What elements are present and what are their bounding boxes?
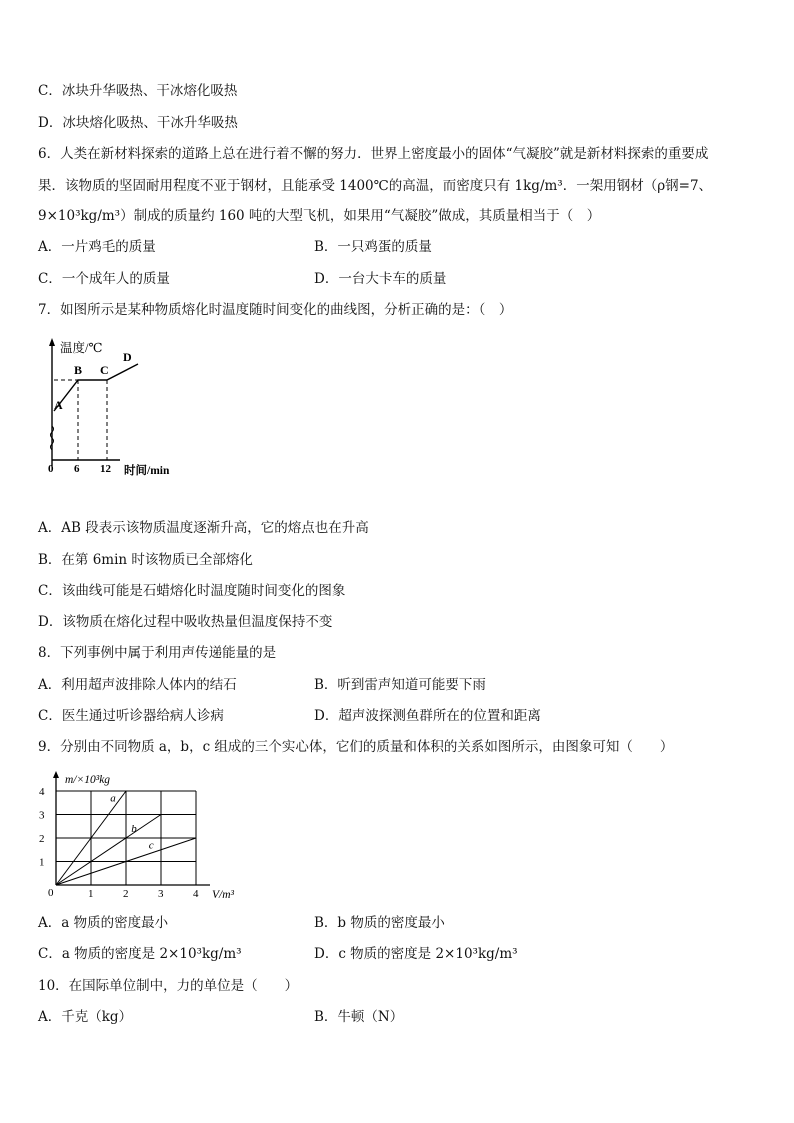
q8-option-c: C．医生通过听诊器给病人诊病 (38, 708, 224, 724)
q7-y-axis-arrow (49, 338, 55, 346)
q9-xtick-label: 1 (88, 888, 94, 900)
q7-option-a: A．AB 段表示该物质温度逐渐升高，它的熔点也在升高 (38, 520, 369, 536)
q9-series-label-b: b (131, 823, 137, 836)
q7-option-d: D．该物质在熔化过程中吸收热量但温度保持不变 (38, 614, 333, 630)
q6-stem-line3: 9×10³kg/m³）制成的质量约 160 吨的大型飞机，如果用“气凝胶”做成，其质量相当于（ ） (38, 208, 601, 224)
q9-ytick-label: 1 (39, 856, 45, 869)
q5-option-c: C．冰块升华吸热、干冰熔化吸热 (38, 83, 238, 99)
q7-melting-curve-figure (40, 336, 200, 476)
q9-xtick-label: 2 (123, 888, 129, 900)
q6-option-b: B．一只鸡蛋的质量 (314, 239, 432, 255)
q7-point-b: B (74, 363, 83, 377)
q7-origin-label: 0 (48, 463, 54, 475)
q9-ytick-label: 4 (39, 786, 45, 798)
q7-point-a: A (54, 398, 63, 412)
q7-x-label: 时间/min (124, 465, 170, 476)
q7-xtick-6: 6 (74, 463, 80, 475)
q9-option-a: A．a 物质的密度最小 (38, 915, 169, 931)
q9-y-label: m/×10³kg (65, 774, 111, 786)
q9-series-label-a: a (110, 792, 116, 805)
q9-y-axis-arrow (53, 771, 59, 778)
q7-point-d: D (123, 350, 132, 364)
q9-series-label-c: c (148, 839, 154, 852)
q9-xtick-label: 4 (193, 888, 199, 900)
q8-option-d: D．超声波探测鱼群所在的位置和距离 (314, 708, 541, 724)
q9-option-c: C．a 物质的密度是 2×10³kg/m³ (38, 946, 242, 962)
q9-stem: 9．分别由不同物质 a，b，c 组成的三个实心体，它们的质量和体积的关系如图所示，由图象可知（ ） (38, 739, 674, 755)
q7-option-c: C．该曲线可能是石蜡熔化时温度随时间变化的图象 (38, 583, 346, 599)
q9-mass-volume-figure (34, 770, 244, 906)
q8-stem: 8．下列事例中属于利用声传递能量的是 (38, 645, 277, 661)
q10-option-a: A．千克（kg） (38, 1009, 133, 1025)
q8-option-a: A．利用超声波排除人体内的结石 (38, 677, 237, 693)
q6-stem-line1: 6．人类在新材料探索的道路上总在进行着不懈的努力．世界上密度最小的固体“气凝胶”就是新材料探索的重要成 (38, 146, 709, 162)
q9-origin-label: 0 (48, 887, 54, 899)
q10-option-b: B．牛顿（N） (314, 1009, 404, 1025)
q7-xtick-12: 12 (100, 463, 111, 475)
q9-option-d: D．c 物质的密度是 2×10³kg/m³ (314, 946, 518, 962)
q9-ytick-label: 3 (39, 809, 45, 822)
q5-option-d: D．冰块熔化吸热、干冰升华吸热 (38, 115, 238, 131)
q10-stem: 10．在国际单位制中，力的单位是（ ） (38, 978, 299, 994)
q7-option-b: B．在第 6min 时该物质已全部熔化 (38, 552, 253, 568)
q9-option-b: B．b 物质的密度最小 (314, 915, 445, 931)
q6-option-d: D．一台大卡车的质量 (314, 271, 447, 287)
q6-stem-line2: 果．该物质的坚固耐用程度不亚于钢材，且能承受 1400℃的高温，而密度只有 1kg/m³．一架用钢材（ρ钢=7、 (38, 178, 713, 194)
q6-option-c: C．一个成年人的质量 (38, 271, 170, 287)
q8-option-b: B．听到雷声知道可能要下雨 (314, 677, 486, 693)
q9-series-labels (110, 793, 154, 852)
q9-x-label: V/m³ (212, 889, 234, 901)
q9-series-line-b (56, 815, 161, 886)
q9-ytick-label: 2 (39, 833, 45, 845)
q9-xtick-label: 3 (158, 888, 164, 900)
q7-curve (54, 364, 138, 411)
q6-option-a: A．一片鸡毛的质量 (38, 239, 156, 255)
q7-point-c: C (100, 363, 109, 377)
q7-stem: 7．如图所示是某种物质熔化时温度随时间变化的曲线图，分析正确的是：（ ） (38, 302, 513, 318)
q7-y-label: 温度/℃ (60, 341, 103, 355)
